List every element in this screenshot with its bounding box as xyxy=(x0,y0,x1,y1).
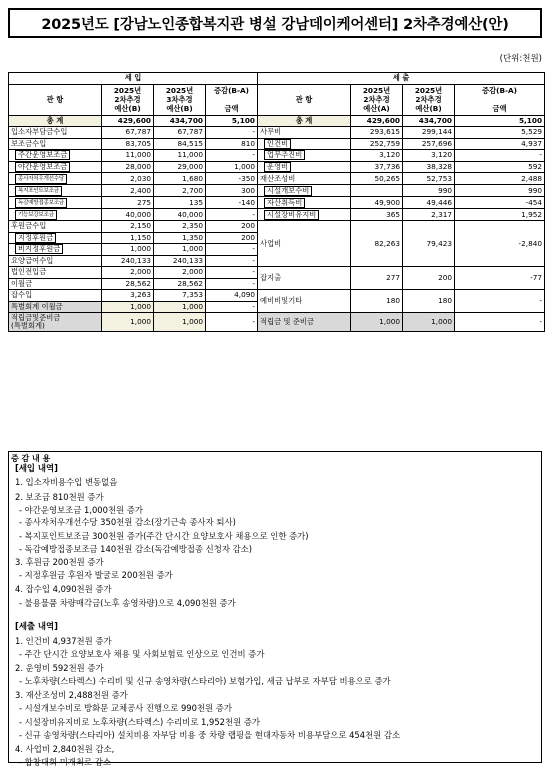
revenue-a-value: 2,000 xyxy=(102,267,154,279)
revenue-b-value: 7,353 xyxy=(154,290,206,302)
notes-line: - 시설장비유지비로 노후차량(스타렉스) 수리비로 1,952천원 증가 xyxy=(19,716,261,727)
expense-row-label: 사업비 xyxy=(258,221,351,267)
revenue-b-value: 84,515 xyxy=(154,138,206,150)
revenue-a-value: 1,000 xyxy=(102,313,154,332)
revenue-row-label xyxy=(9,173,102,185)
expense-d-value: -454 xyxy=(455,197,545,209)
revenue-d-value: -140 xyxy=(206,197,258,209)
expense-row-label: 잡지출 xyxy=(258,267,351,290)
revenue-row-label: 잡수입 xyxy=(9,290,102,302)
revenue-b-value: 2,000 xyxy=(154,267,206,279)
revenue-b-value: 1,000 xyxy=(154,301,206,313)
revenue-row-label xyxy=(9,150,102,162)
revenue-col-b-header: 2025년 3차추경 예산(B) xyxy=(154,84,206,115)
revenue-sub-item-label: 야간운영보조금 xyxy=(15,162,70,172)
expense-sub-item-label: 운영비 xyxy=(264,162,291,172)
revenue-d-value: - xyxy=(206,301,258,313)
title-box xyxy=(8,8,542,38)
expense-row-label xyxy=(258,150,351,162)
notes-line: 1. 인건비 4,937천원 증가 xyxy=(15,635,112,646)
expense-col-b-header: 2025년 2차추경 예산(B) xyxy=(403,84,455,115)
revenue-a-value: 240,133 xyxy=(102,255,154,267)
expense-d-value: 4,937 xyxy=(455,138,545,150)
revenue-row-label xyxy=(9,161,102,173)
revenue-sub-item-label: 주간운영보조금 xyxy=(15,150,70,160)
revenue-d-value: 810 xyxy=(206,138,258,150)
revenue-row-label xyxy=(9,232,102,244)
revenue-b-value: 1,000 xyxy=(154,313,206,332)
revenue-b-value: 1,350 xyxy=(154,232,206,244)
expense-b-value: 180 xyxy=(403,290,455,313)
revenue-d-value: - xyxy=(206,278,258,290)
expense-a-value: 365 xyxy=(351,209,403,221)
table-row xyxy=(9,127,545,139)
expense-row-label xyxy=(258,197,351,209)
table-row xyxy=(9,290,545,302)
revenue-d-value: - xyxy=(206,209,258,221)
revenue-b-value: 67,787 xyxy=(154,127,206,139)
notes-line: - 노후차량(스타렉스) 수리비 및 신규 송영차량(스타리아) 보험가입, 세금 납부로 자부담 비용으로 증가 xyxy=(19,676,391,687)
revenue-row-label xyxy=(9,209,102,221)
budget-table-wrap xyxy=(8,72,544,332)
revenue-b-value: 2,700 xyxy=(154,185,206,197)
revenue-row-label: 후원금수입 xyxy=(9,221,102,233)
revenue-a-value: 275 xyxy=(102,197,154,209)
expense-row-label: 사무비 xyxy=(258,127,351,139)
revenue-b-value: 29,000 xyxy=(154,161,206,173)
revenue-d-value: -350 xyxy=(206,173,258,185)
expense-b-value: 1,000 xyxy=(403,313,455,332)
revenue-a-value: 40,000 xyxy=(102,209,154,221)
table-row xyxy=(9,209,545,221)
revenue-d-value: 200 xyxy=(206,221,258,233)
notes-line: - 지정후원금 후원자 발굴로 200천원 증가 xyxy=(19,570,173,581)
expense-a-value: 293,615 xyxy=(351,127,403,139)
notes-line: 3. 재산조성비 2,488천원 증가 xyxy=(15,689,128,700)
budget-table xyxy=(8,72,545,332)
revenue-d-value: - xyxy=(206,313,258,332)
notes-heading: 증 감 내 용 xyxy=(11,454,51,463)
revenue-b-value: 11,000 xyxy=(154,150,206,162)
expense-a-value: 3,120 xyxy=(351,150,403,162)
revenue-d-value: - xyxy=(206,244,258,256)
revenue-b-value: 28,562 xyxy=(154,278,206,290)
table-row xyxy=(9,161,545,173)
revenue-d-value: - xyxy=(206,255,258,267)
revenue-a-value: 28,562 xyxy=(102,278,154,290)
expense-d-value: -77 xyxy=(455,267,545,290)
expense-a-value: 82,263 xyxy=(351,221,403,267)
revenue-item-header: 관 항 xyxy=(9,84,102,115)
notes-section-heading: [세입 내역] xyxy=(15,463,58,474)
expense-row-label xyxy=(258,209,351,221)
revenue-a-value: 2,030 xyxy=(102,173,154,185)
revenue-row-label xyxy=(9,244,102,256)
notes-line: - 불용물품 차량매각금(노후 송영차량)으로 4,090천원 증가 xyxy=(19,598,236,609)
header-row-2 xyxy=(9,84,545,115)
expense-a-value: 49,900 xyxy=(351,197,403,209)
revenue-row-label xyxy=(9,197,102,209)
expense-sub-item-label: 업무추진비 xyxy=(264,150,305,160)
revenue-sub-item-label: 비지정후원금 xyxy=(15,244,63,254)
table-row xyxy=(9,185,545,197)
notes-section-heading: [세출 내역] xyxy=(15,621,58,632)
notes-line: - 주간 단시간 요양보호사 채용 및 사회보험료 인상으로 인건비 증가 xyxy=(19,649,265,660)
revenue-a-value: 2,150 xyxy=(102,221,154,233)
revenue-b-value: 240,133 xyxy=(154,255,206,267)
revenue-b-value: 40,000 xyxy=(154,209,206,221)
expense-d-value: 990 xyxy=(455,185,545,197)
revenue-d-value: 300 xyxy=(206,185,258,197)
expense-row-label: 적립금 및 준비금 xyxy=(258,313,351,332)
notes-line: 4. 사업비 2,840천원 감소, xyxy=(15,743,115,754)
revenue-a-value: 28,000 xyxy=(102,161,154,173)
table-row xyxy=(9,197,545,209)
expense-sub-item-label: 인건비 xyxy=(264,139,291,149)
revenue-a-value: 2,400 xyxy=(102,185,154,197)
revenue-header: 세 입 xyxy=(9,73,258,85)
expense-sub-item-label: 시설장비유지비 xyxy=(264,210,319,220)
revenue-row-label: 특별회계 이월금 xyxy=(9,301,102,313)
expense-row-label xyxy=(258,138,351,150)
revenue-a-value: 67,787 xyxy=(102,127,154,139)
revenue-sub-item-label: 독감예방접종보조금 xyxy=(15,198,67,208)
revenue-a-value: 1,000 xyxy=(102,301,154,313)
table-row xyxy=(9,313,545,332)
expense-a-value xyxy=(351,185,403,197)
revenue-d-value: - xyxy=(206,127,258,139)
revenue-row-label xyxy=(9,185,102,197)
expense-b-value: 299,144 xyxy=(403,127,455,139)
expense-b-value: 434,700 xyxy=(403,115,455,127)
expense-d-value: 2,488 xyxy=(455,173,545,185)
expense-b-value: 990 xyxy=(403,185,455,197)
expense-d-value: - xyxy=(455,290,545,313)
table-row xyxy=(9,150,545,162)
revenue-d-value: 5,100 xyxy=(206,115,258,127)
notes-line: 4. 잡수입 4,090천원 증가 xyxy=(15,583,112,594)
revenue-sub-item-label: 종사자처우개선수당 xyxy=(15,174,67,184)
page-title: 2025년도 [강남노인종합복지관 병설 강남데이케어센터] 2차추경예산(안) xyxy=(41,16,509,33)
header-row-1 xyxy=(9,73,545,85)
expense-a-value: 37,736 xyxy=(351,161,403,173)
expense-d-value: -2,840 xyxy=(455,221,545,267)
revenue-row-label: 총 계 xyxy=(9,115,102,127)
expense-a-value: 277 xyxy=(351,267,403,290)
revenue-b-value: 1,000 xyxy=(154,244,206,256)
revenue-d-value: 1,000 xyxy=(206,161,258,173)
revenue-a-value: 429,600 xyxy=(102,115,154,127)
revenue-sub-item-label: 지정후원금 xyxy=(15,233,56,243)
expense-b-value: 49,446 xyxy=(403,197,455,209)
notes-line: - 신규 송영차량(스타리아) 설치비용 자부담 비용 중 차량 랩핑을 현대자동차 비용부담으로 454천원 감소 xyxy=(19,730,401,741)
revenue-a-value: 1,000 xyxy=(102,244,154,256)
expense-header: 세 출 xyxy=(258,73,545,85)
notes-line: - 야간운영보조금 1,000천원 증가 xyxy=(19,504,143,515)
notes-line: 2. 운영비 592천원 증가 xyxy=(15,662,104,673)
expense-item-header: 관 항 xyxy=(258,84,351,115)
expense-d-value: 1,952 xyxy=(455,209,545,221)
expense-b-value: 2,317 xyxy=(403,209,455,221)
notes-line: - 시설개보수비로 방화문 교체공사 진행으로 990천원 증가 xyxy=(19,703,232,714)
revenue-row-label: 적립금및준비금 (특별회계) xyxy=(9,313,102,332)
notes-line: 2. 보조금 810천원 증가 xyxy=(15,491,104,502)
notes-line: - 합창대회 미개최로 감소 xyxy=(19,757,111,768)
notes-line: 3. 후원금 200천원 증가 xyxy=(15,556,104,567)
expense-row-label xyxy=(258,161,351,173)
revenue-b-value: 2,350 xyxy=(154,221,206,233)
expense-row-label: 총 계 xyxy=(258,115,351,127)
expense-b-value: 3,120 xyxy=(403,150,455,162)
notes-line: - 독감예방접종보조금 140천원 감소(독감예방접종 신청자 감소) xyxy=(19,544,253,555)
notes-box xyxy=(8,451,542,768)
revenue-row-label: 보조금수입 xyxy=(9,138,102,150)
revenue-diff-header: 증감(B-A) 금액 xyxy=(206,84,258,115)
notes-line: - 종사자처우개선수당 350천원 감소(장기근속 종사자 퇴사) xyxy=(19,517,236,528)
revenue-row-label: 법인전입금 xyxy=(9,267,102,279)
revenue-d-value: 4,090 xyxy=(206,290,258,302)
expense-diff-header: 증감(B-A) 금액 xyxy=(455,84,545,115)
unit-label: (단위:천원) xyxy=(499,54,542,64)
revenue-sub-item-label: 기능보강보조금 xyxy=(15,210,57,220)
revenue-d-value: 200 xyxy=(206,232,258,244)
notes-line: 1. 입소자비용수입 변동없음 xyxy=(15,476,118,487)
expense-a-value: 429,600 xyxy=(351,115,403,127)
expense-d-value: 5,529 xyxy=(455,127,545,139)
expense-a-value: 180 xyxy=(351,290,403,313)
table-row xyxy=(9,221,545,233)
revenue-a-value: 1,150 xyxy=(102,232,154,244)
expense-b-value: 38,328 xyxy=(403,161,455,173)
revenue-b-value: 135 xyxy=(154,197,206,209)
table-row xyxy=(9,115,545,127)
expense-b-value: 200 xyxy=(403,267,455,290)
revenue-b-value: 434,700 xyxy=(154,115,206,127)
expense-d-value: 592 xyxy=(455,161,545,173)
expense-b-value: 257,696 xyxy=(403,138,455,150)
revenue-row-label: 입소자부담금수입 xyxy=(9,127,102,139)
table-row xyxy=(9,267,545,279)
revenue-row-label: 이월금 xyxy=(9,278,102,290)
revenue-a-value: 11,000 xyxy=(102,150,154,162)
revenue-row-label: 요양급여수입 xyxy=(9,255,102,267)
expense-row-label: 재산조성비 xyxy=(258,173,351,185)
table-row xyxy=(9,173,545,185)
expense-d-value: - xyxy=(455,313,545,332)
revenue-sub-item-label: 복지포인트보조금 xyxy=(15,186,62,196)
expense-a-value: 252,759 xyxy=(351,138,403,150)
revenue-a-value: 83,705 xyxy=(102,138,154,150)
expense-row-label xyxy=(258,185,351,197)
revenue-a-value: 3,263 xyxy=(102,290,154,302)
expense-a-value: 50,265 xyxy=(351,173,403,185)
notes-line: - 복지포인트보조금 300천원 증가(주간 단시간 요양보호사 채용으로 인한 증가) xyxy=(19,530,309,541)
revenue-col-a-header: 2025년 2차추경 예산(B) xyxy=(102,84,154,115)
expense-b-value: 79,423 xyxy=(403,221,455,267)
expense-row-label: 예비비및기타 xyxy=(258,290,351,313)
expense-col-a-header: 2025년 2차추경 예산(A) xyxy=(351,84,403,115)
expense-a-value: 1,000 xyxy=(351,313,403,332)
expense-sub-item-label: 시설개보수비 xyxy=(264,186,312,196)
expense-sub-item-label: 자산취득비 xyxy=(264,198,305,208)
expense-d-value: 5,100 xyxy=(455,115,545,127)
table-row xyxy=(9,138,545,150)
revenue-d-value: - xyxy=(206,267,258,279)
revenue-d-value: - xyxy=(206,150,258,162)
expense-b-value: 52,753 xyxy=(403,173,455,185)
expense-d-value: - xyxy=(455,150,545,162)
revenue-b-value: 1,680 xyxy=(154,173,206,185)
